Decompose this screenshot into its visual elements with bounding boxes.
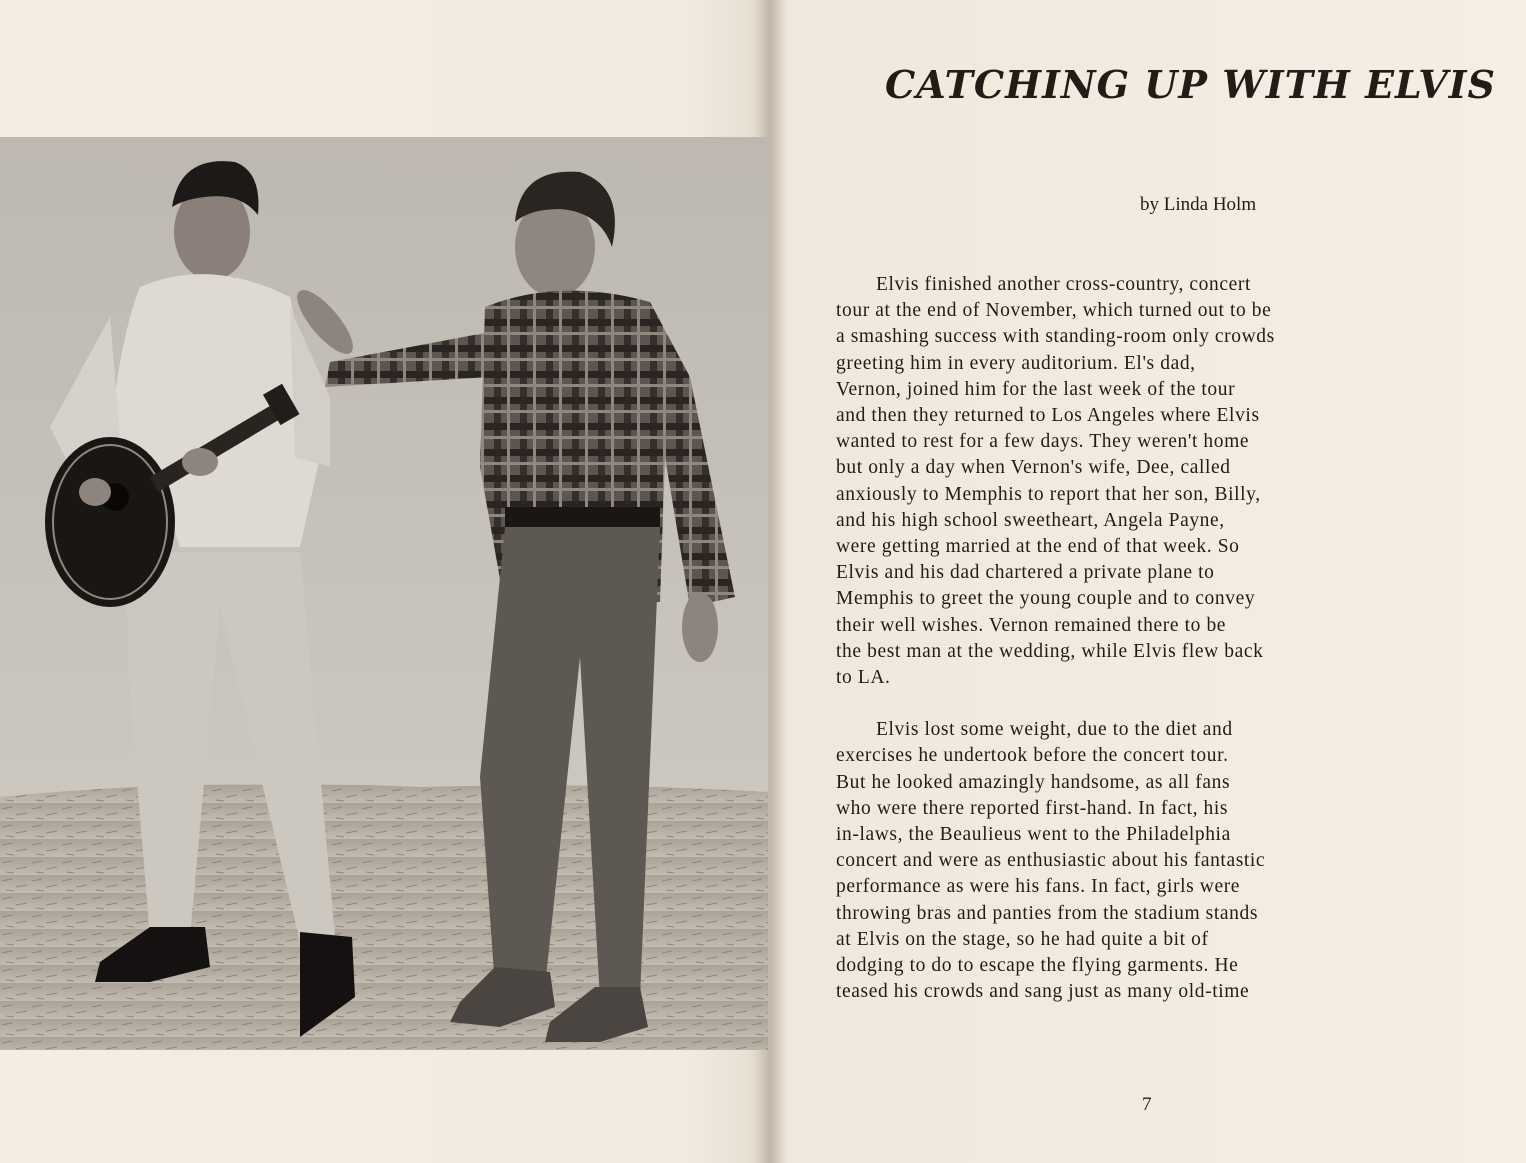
body-line: to LA. [836,667,891,689]
body-line: Elvis lost some weight, due to the diet and [876,719,1233,741]
body-line: their well wishes. Vernon remained there to be [836,614,1227,636]
body-line: and his high school sweetheart, Angela Payne, [836,509,1225,531]
body-line: Vernon, joined him for the last week of the tour [836,378,1236,400]
body-line: dodging to do to escape the flying garments. He [836,955,1239,977]
article-body [836,272,1456,1005]
body-line: Elvis finished another cross-country, concert [876,274,1252,295]
article-page [790,0,1526,1163]
body-line: the best man at the wedding, while Elvis flew back [836,640,1264,662]
body-line: concert and were as enthusiastic about his fantastic [836,850,1266,872]
body-line: but only a day when Vernon's wife, Dee, called [836,457,1231,479]
body-line: anxiously to Memphis to report that her son, Billy, [836,483,1261,505]
body-line: tour at the end of November, which turned out to be [836,300,1272,322]
body-line: performance as were his fans. In fact, girls were [836,876,1241,898]
body-line: wanted to rest for a few days. They weren't home [836,431,1250,453]
body-line: who were there reported first-hand. In fact, his [836,797,1229,819]
body-line: at Elvis on the stage, so he had quite a bit of [836,928,1209,950]
body-line: and then they returned to Los Angeles where Elvis [836,405,1260,427]
body-line: teased his crowds and sang just as many old-time [836,981,1250,1003]
page-number: 7 [1142,1094,1152,1115]
body-line: But he looked amazingly handsome, as all fans [836,771,1231,793]
body-line: throwing bras and panties from the stadium stands [836,902,1259,924]
body-line: in-laws, the Beaulieus went to the Philadelphia [836,824,1231,846]
paragraph-gap [836,691,1456,717]
article-byline: by Linda Holm [1140,194,1257,215]
body-line: greeting him in every auditorium. El's dad, [836,352,1196,374]
body-line: a smashing success with standing-room only crowds [836,326,1275,348]
body-line: exercises he undertook before the concert tour. [836,745,1229,767]
body-line: Memphis to greet the young couple and to convey [836,588,1256,610]
photo-two-men-guitar-icon [0,137,768,1050]
body-line: were getting married at the end of that week. So [836,536,1240,558]
article-title: CATCHING UP WITH ELVIS [885,62,1496,107]
photo-elvis-two-men [0,137,768,1050]
body-line: Elvis and his dad chartered a private plane to [836,562,1215,584]
